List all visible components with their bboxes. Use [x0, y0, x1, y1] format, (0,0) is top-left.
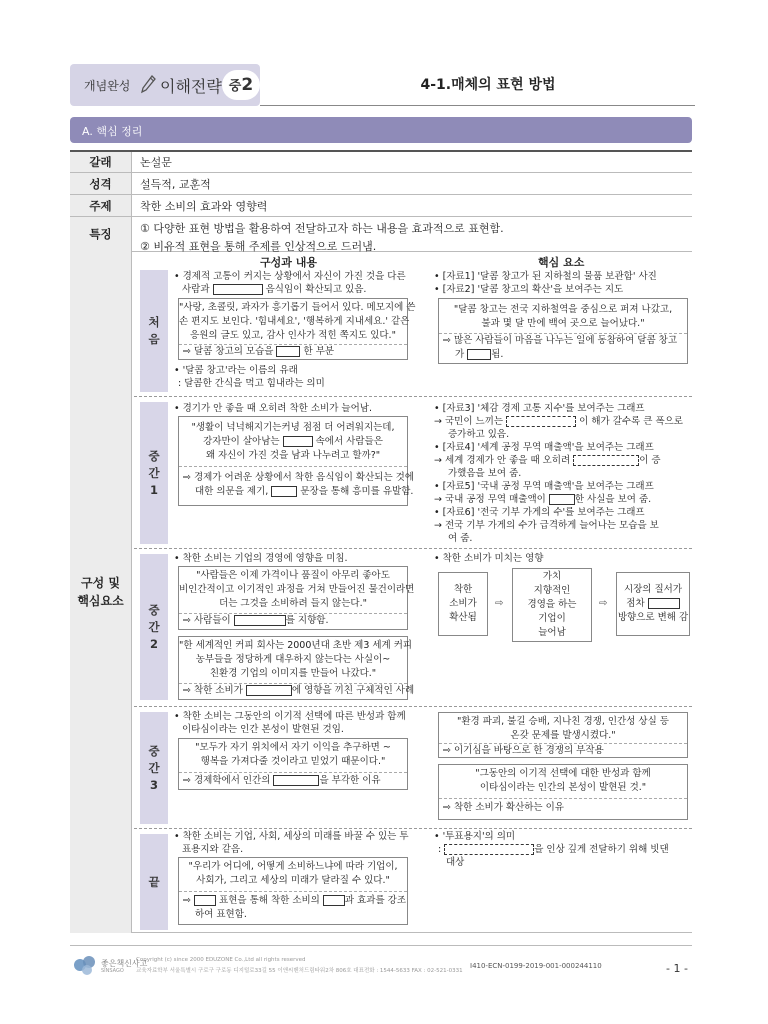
stage-divider	[134, 548, 692, 549]
text-line: • [자료3] '체감 경제 고통 지수'를 보여주는 그래프	[434, 403, 645, 414]
info-value: 착한 소비의 효과와 영향력	[140, 199, 268, 213]
quote-line: "그동안의 이기적 선택에 대한 반성과 함께	[475, 768, 651, 779]
quote-line: 이타심이라는 인간의 본성이 발현된 것."	[479, 782, 647, 793]
quote-line: 응원의 글도 있고, 감사 인사가 적힌 쪽지도 있다."	[190, 330, 396, 341]
quote-line: 더는 그것을 소비하려 들지 않는다."	[219, 598, 367, 609]
text-line: 이타심이라는 인간 본성이 발현된 것임.	[182, 724, 344, 735]
footer-divider	[70, 945, 692, 946]
quote-line: "한 세계적인 커피 회사는 2000년대 초반 제3 세계 커피	[179, 640, 413, 651]
quote-line: "달콤 창고는 전국 지하철역을 중심으로 퍼져 나갔고,	[453, 304, 673, 315]
feature-row	[70, 217, 692, 252]
page-header	[70, 64, 695, 106]
feature-value	[132, 217, 692, 251]
series-label: 개념완성	[84, 79, 131, 93]
stage-divider	[134, 396, 692, 397]
info-value: 설득적, 교훈적	[140, 177, 211, 191]
arrow-note: ⇨ 많은 사람들이 마음을 나누는 일에 동참하여 달콤 창고	[443, 335, 678, 346]
arrow-note: 가 됨.	[455, 349, 504, 360]
quote-line: 온갖 문제를 발생시켰다."	[510, 730, 616, 741]
col-header-elements: 핵심 요소	[538, 256, 585, 269]
text-line: • [자료4] '세계 공정 무역 매출액'을 보여주는 그래프	[434, 442, 654, 453]
flow-box: 시장의 질서가 점차 방향으로 변해 감	[616, 572, 690, 636]
arrow-note: ⇨ 경제학에서 인간의 을 부각한 이유	[183, 775, 381, 786]
text-line: 여 줌.	[448, 533, 473, 544]
publisher-name: 좋은책신사고	[101, 959, 148, 968]
arrow-note: ⇨ 달콤 창고의 모습을 한 부분	[183, 346, 335, 357]
text-line: • 경제적 고통이 커지는 상황에서 자신이 가진 것을 다른	[174, 271, 406, 282]
page-number: - 1 -	[666, 962, 688, 975]
quote-line: "환경 파괴, 불길 승배, 지나친 경쟁, 인간성 상실 등	[457, 716, 669, 727]
quote-box	[178, 298, 416, 360]
stage-label-middle-3: 중 간 3	[140, 712, 168, 824]
info-label: 주제	[70, 195, 132, 216]
feature-line: ② 비유적 표현을 통해 주제를 인상적으로 드러냄.	[140, 240, 377, 253]
quote-box	[178, 636, 415, 700]
text-line: • 착한 소비는 그동안의 이기적 선택에 따른 반성과 함께	[174, 711, 406, 722]
quote-box	[438, 298, 688, 364]
publisher-sub: SINSAGO	[101, 968, 124, 974]
quote-box	[438, 712, 688, 758]
text-line: → 국민이 느끼는 이 해가 갈수록 큰 폭으로	[434, 416, 683, 427]
stage-label-middle-2: 중 간 2	[140, 554, 168, 700]
text-line: 표용지와 같음.	[182, 844, 244, 855]
feature-line: ① 다양한 표현 방법을 활용하여 전달하고자 하는 내용을 효과적으로 표현함.	[140, 222, 504, 235]
arrow-note: ⇨ 사람들이 를 지향함.	[183, 615, 329, 626]
arrow-note: 하여 표현함.	[195, 909, 247, 920]
grade-badge	[222, 70, 260, 100]
page-title: 4-1.매체의 표현 방법	[420, 77, 556, 93]
grade-number: 2	[241, 75, 254, 95]
text-line: • 착한 소비가 미치는 영향	[434, 553, 544, 564]
text-line: • [자료2] '달콤 창고의 확산'을 보여주는 지도	[434, 284, 624, 295]
text-line: • [자료6] '전국 기부 가게의 수'를 보여주는 그래프	[434, 507, 645, 518]
copyright-text: Copyright (c) since 2000 EDUZONE Co.,Ltd all rights reserved	[136, 957, 306, 963]
quote-box	[178, 416, 414, 506]
info-row	[70, 152, 692, 173]
structure-label-line: 핵심요소	[77, 593, 124, 608]
structure-section	[70, 250, 692, 933]
arrow-note: ⇨ 이기심을 바탕으로 한 경쟁의 부작용	[443, 745, 604, 756]
info-value: 논설문	[140, 156, 172, 169]
document-code: I410-ECN-0199-2019-001-000244110	[470, 962, 602, 970]
stage-label-beginning: 처 음	[140, 270, 168, 392]
text-line: → 세계 경제가 안 좋을 때 오히려 이 증	[434, 455, 661, 466]
quote-line: "우리가 어디에, 어떻게 소비하느냐에 따라 기업이,	[188, 861, 398, 872]
arrow-note: ⇨ 표현을 통해 착한 소비의 과 효과를 강조	[183, 895, 407, 906]
stage-divider	[134, 706, 692, 707]
arrow-note: ⇨ 경제가 어려운 상황에서 착한 음식임이 확산되는 것에	[183, 472, 414, 483]
info-label: 성격	[70, 173, 132, 194]
info-label: 갈래	[70, 152, 132, 172]
quote-line: 왜 자신이 가진 것을 남과 나누려고 할까?"	[205, 450, 381, 461]
arrow-note: ⇨ 착한 소비가 확산하는 이유	[443, 802, 564, 813]
text-line: : 달콤한 간식을 먹고 힘내라는 의미	[178, 378, 325, 389]
quote-line: 친환경 기업의 이미지를 만들어 나갔다."	[209, 668, 377, 679]
quote-box	[438, 764, 688, 820]
text-line: • 경기가 안 좋을 때 오히려 착한 소비가 늘어남.	[174, 403, 372, 414]
pencil-icon	[141, 74, 157, 94]
section-bar	[70, 117, 692, 143]
info-row	[70, 173, 692, 195]
flow-box: 착한 소비가 확산됨	[438, 572, 488, 636]
structure-label	[70, 250, 132, 933]
text-line: 증가하고 있음.	[448, 429, 510, 440]
quote-line: "사람들은 이제 가격이나 품질이 아무리 좋아도	[196, 570, 390, 581]
book-name: 이해전략	[160, 77, 222, 96]
arrow-icon: ⇨	[599, 598, 608, 609]
quote-line: 불과 몇 달 만에 백여 곳으로 늘어났다."	[481, 318, 645, 329]
feature-label: 특징	[70, 217, 132, 251]
text-line: • [자료5] '국내 공정 무역 매출액'을 보여주는 그래프	[434, 481, 654, 492]
quote-box	[178, 857, 408, 925]
text-line: → 전국 기부 가게의 수가 급격하게 늘어나는 모습을 보	[434, 520, 659, 531]
address-text: 교육자료학부 서울특별시 구로구 구로동 디지털로33길 55 이앤씨벤처드림타워2차 806호 대표전화 : 1544-5633 FAX : 02-521-0331	[136, 968, 463, 974]
stage-divider	[134, 828, 692, 829]
header-divider	[260, 105, 695, 106]
text-line: 대상	[446, 857, 465, 868]
quote-line: "모두가 자기 위치에서 자기 이익을 추구하면 ~	[195, 742, 391, 753]
text-line: : 을 인상 깊게 전달하기 위해 빗댄	[438, 844, 669, 855]
quote-line: 농부들을 정당하게 대우하지 않는다는 사실이~	[195, 654, 391, 665]
info-row	[70, 195, 692, 217]
flow-box: 가치 지향적인 경영을 하는 기업이 늘어남	[512, 568, 592, 642]
quote-line: "사랑, 초콜릿, 과자가 흥기롭기 들어서 있다. 메모지에 쓴	[179, 302, 416, 313]
arrow-note: ⇨ 착한 소비가 에 영향을 끼친 구체적인 사례	[183, 685, 415, 696]
quote-line: 강자만이 살아남는 속에서 사람들은	[203, 436, 383, 447]
stage-label-end: 끝	[140, 834, 168, 930]
structure-label-line: 구성 및	[81, 575, 120, 590]
quote-box	[178, 738, 408, 790]
col-header-content: 구성과 내용	[260, 256, 317, 269]
text-line: 가했음을 보여 줌.	[448, 468, 522, 479]
text-line: 사람과 음식임이 확산되고 있음.	[182, 284, 367, 295]
stage-label-middle-1: 중 간 1	[140, 402, 168, 544]
arrow-note: 대한 의문을 제기, 문장을 통해 흥미를 유발함.	[195, 486, 414, 497]
quote-line: 사회가, 그리고 세상의 미래가 달라질 수 있다."	[196, 875, 390, 886]
publisher-logo-icon	[72, 953, 98, 977]
text-line: → 국내 공정 무역 매출액이 한 사실을 보여 줌.	[434, 494, 652, 505]
text-line: • 착한 소비는 기업, 사회, 세상의 미래를 바꿀 수 있는 투	[174, 831, 409, 842]
quote-box	[178, 566, 415, 630]
arrow-icon: ⇨	[495, 598, 504, 609]
section-title: A. 핵심 정리	[82, 125, 143, 138]
text-line: • 착한 소비는 기업의 경영에 영향을 미침.	[174, 553, 348, 564]
text-line: • '달콤 창고'라는 이름의 유래	[174, 365, 298, 376]
grade-prefix: 중	[228, 79, 242, 94]
quote-line: 비인간적이고 이기적인 과정을 거쳐 만들어진 물건이라면	[179, 584, 415, 595]
info-table	[70, 150, 692, 252]
quote-line: 행복을 가져다줄 것이라고 믿었기 때문이다."	[200, 756, 386, 767]
text-line: • '투표용지'의 의미	[434, 831, 516, 842]
text-line: • [자료1] '달콤 창고가 된 지하철의 물품 보관함' 사진	[434, 271, 657, 282]
quote-line: "생활이 넉넉해지기는커녕 점점 더 어려워지는데,	[191, 422, 395, 433]
quote-line: 손 편지도 보인다. '힘내세요', '행복하게 지내세요.' 같은	[179, 316, 410, 327]
